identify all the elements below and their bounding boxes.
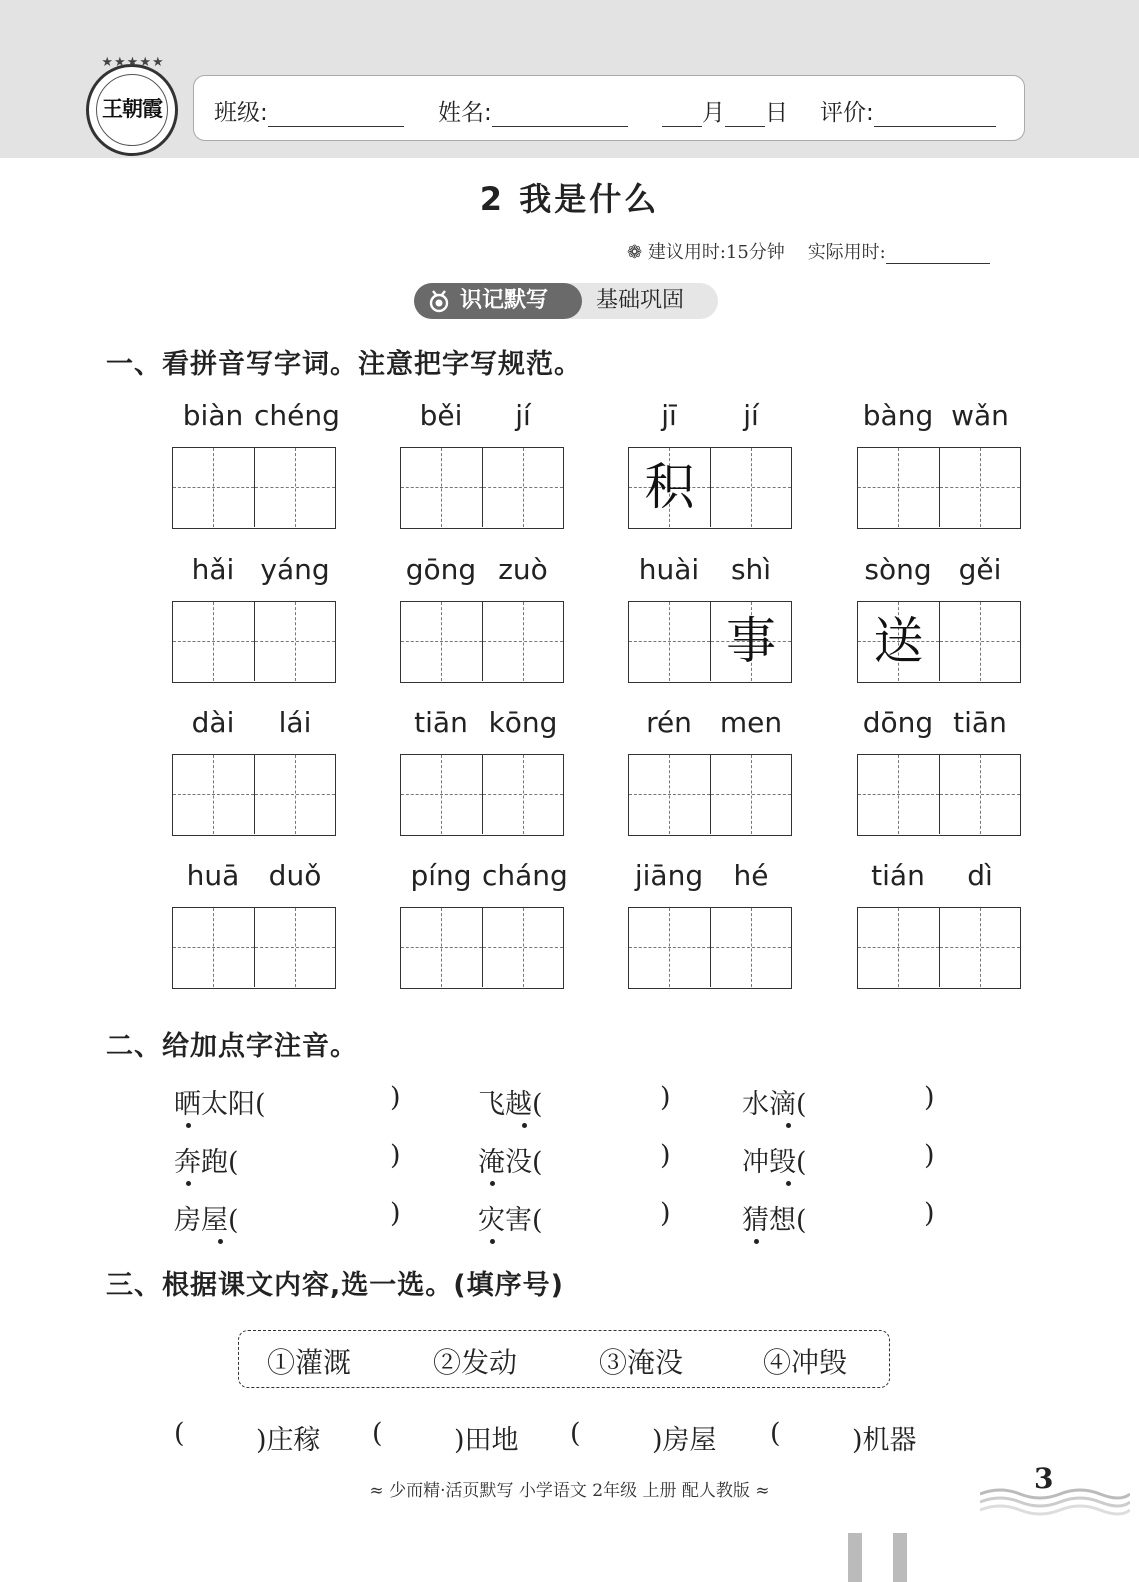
pinyin-label: gōng [405, 553, 477, 586]
filled-character [483, 602, 563, 681]
options-box [238, 1330, 890, 1388]
pinyin-label: jí [743, 399, 759, 432]
writing-cell[interactable] [254, 908, 335, 987]
pronunciation-item: 晒太阳( [174, 1089, 266, 1120]
name-field[interactable]: 姓名: [438, 94, 628, 127]
option-4: ④冲毁 [763, 1346, 848, 1379]
date-field[interactable]: 月 日 [662, 94, 788, 127]
section1-heading: 一、看拼音写字词。注意把字写规范。 [106, 349, 582, 380]
blank-word: )机器 [852, 1425, 917, 1456]
writing-cell[interactable] [858, 602, 939, 681]
pinyin-label: shì [730, 553, 772, 586]
pinyin-label: dì [967, 859, 993, 892]
filled-character [940, 448, 1020, 527]
filled-character [401, 755, 482, 834]
filled-character [940, 755, 1020, 834]
writing-grid [857, 907, 1021, 989]
class-field[interactable]: 班级: [214, 94, 404, 127]
writing-grid [400, 754, 564, 836]
pinyin-label: huài [638, 553, 700, 586]
filled-character [711, 448, 791, 527]
filled-character: 事 [726, 612, 776, 670]
blank-word: )田地 [454, 1425, 519, 1456]
writing-cell[interactable] [482, 755, 563, 834]
evaluation-field[interactable]: 评价: [820, 94, 996, 127]
logo-text: 王朝霞 [102, 96, 162, 121]
writing-cell[interactable] [401, 755, 482, 834]
writing-grid [400, 907, 564, 989]
writing-grid [857, 601, 1021, 683]
writing-grid [400, 447, 564, 529]
answer-blank[interactable]: ) [924, 1140, 935, 1171]
pinyin-label: men [719, 706, 783, 739]
answer-blank[interactable]: ) [924, 1198, 935, 1229]
filled-character [629, 908, 710, 987]
pinyin-label: píng [410, 859, 472, 892]
writing-grid [628, 447, 792, 529]
answer-blank[interactable]: ) [660, 1082, 671, 1113]
emphasis-dot-icon [786, 1123, 791, 1128]
writing-grid [628, 907, 792, 989]
writing-cell[interactable] [254, 602, 335, 681]
pinyin-label: gěi [958, 553, 1002, 586]
section2-heading: 二、给加点字注音。 [106, 1031, 358, 1062]
writing-cell[interactable] [710, 755, 791, 834]
writing-cell[interactable] [858, 908, 939, 987]
blank-word: )房屋 [652, 1425, 717, 1456]
writing-cell[interactable] [939, 602, 1020, 681]
medal-icon [426, 289, 452, 313]
filled-character [401, 602, 482, 681]
pronunciation-item: 水滴( [742, 1089, 807, 1120]
writing-cell[interactable] [629, 448, 710, 527]
writing-cell[interactable] [482, 602, 563, 681]
answer-blank[interactable]: ) [660, 1140, 671, 1171]
answer-blank[interactable]: ( [570, 1418, 581, 1449]
filled-character [858, 755, 939, 834]
filled-character [173, 755, 254, 834]
writing-grid [857, 754, 1021, 836]
publisher-logo [86, 55, 178, 156]
writing-cell[interactable] [710, 602, 791, 681]
emphasis-dot-icon [754, 1239, 759, 1244]
filled-character: 送 [873, 612, 924, 670]
filled-character [173, 602, 254, 681]
filled-character [173, 908, 254, 987]
writing-grid [172, 907, 336, 989]
writing-grid [400, 601, 564, 683]
pinyin-label: lái [278, 706, 312, 739]
filled-character [401, 908, 482, 987]
pinyin-label: bàng [862, 399, 934, 432]
pinyin-label: jiāng [634, 859, 704, 892]
option-2: ②发动 [433, 1346, 518, 1379]
writing-cell[interactable] [710, 908, 791, 987]
pinyin-label: yáng [260, 553, 330, 586]
answer-blank[interactable]: ( [174, 1418, 185, 1449]
filled-character [401, 448, 482, 527]
filled-character [711, 755, 791, 834]
pinyin-label: kōng [488, 706, 558, 739]
answer-blank[interactable]: ) [390, 1140, 401, 1171]
filled-character [255, 602, 335, 681]
blank-word: )庄稼 [256, 1425, 321, 1456]
option-1: ①灌溉 [267, 1346, 352, 1379]
emphasis-dot-icon [218, 1239, 223, 1244]
pinyin-label: sòng [864, 553, 932, 586]
pinyin-label: běi [419, 399, 463, 432]
section3-heading: 三、根据课文内容,选一选。(填序号) [106, 1270, 564, 1301]
emphasis-dot-icon [786, 1181, 791, 1186]
writing-cell[interactable] [858, 755, 939, 834]
writing-cell[interactable] [629, 908, 710, 987]
pinyin-label: hǎi [191, 553, 235, 586]
pinyin-label: dōng [862, 706, 934, 739]
writing-cell[interactable] [401, 602, 482, 681]
flower-icon: ❁ [627, 242, 643, 263]
answer-blank[interactable]: ) [390, 1082, 401, 1113]
pinyin-label: rén [646, 706, 692, 739]
filled-character [255, 755, 335, 834]
pronunciation-item: 奔跑( [174, 1147, 239, 1178]
writing-grid [172, 447, 336, 529]
writing-cell[interactable] [939, 755, 1020, 834]
writing-cell[interactable] [173, 755, 254, 834]
pinyin-label: chéng [254, 399, 340, 432]
filled-character: 积 [644, 458, 695, 516]
pinyin-label: dài [191, 706, 235, 739]
writing-cell[interactable] [629, 602, 710, 681]
writing-cell[interactable] [173, 908, 254, 987]
pinyin-label: tiān [953, 706, 1007, 739]
writing-grid [628, 601, 792, 683]
writing-cell[interactable] [173, 602, 254, 681]
student-info-box [193, 75, 1025, 141]
writing-cell[interactable] [482, 908, 563, 987]
filled-character [858, 448, 939, 527]
pinyin-label: jí [515, 399, 531, 432]
writing-cell[interactable] [401, 448, 482, 527]
pinyin-label: jī [661, 399, 677, 432]
pronunciation-item: 猜想( [742, 1205, 807, 1236]
pronunciation-item: 冲毁( [742, 1147, 807, 1178]
option-3: ③淹没 [599, 1346, 684, 1379]
filled-character [483, 755, 563, 834]
pronunciation-item: 房屋( [174, 1205, 239, 1236]
section-banner: 识记默写 基础巩固 [414, 283, 718, 319]
emphasis-dot-icon [522, 1123, 527, 1128]
filled-character [255, 448, 335, 527]
pinyin-label: huā [186, 859, 240, 892]
pinyin-label: cháng [482, 859, 568, 892]
emphasis-dot-icon [186, 1123, 191, 1128]
filled-character [483, 448, 563, 527]
filled-character [940, 908, 1020, 987]
filled-character [940, 602, 1020, 681]
filled-character [858, 908, 939, 987]
writing-cell[interactable] [858, 448, 939, 527]
answer-blank[interactable]: ( [372, 1418, 383, 1449]
writing-cell[interactable] [401, 908, 482, 987]
binding-mark [893, 1533, 907, 1582]
filled-character [173, 448, 254, 527]
filled-character [483, 908, 563, 987]
answer-blank[interactable]: ) [390, 1198, 401, 1229]
answer-blank[interactable]: ) [660, 1198, 671, 1229]
answer-blank[interactable]: ( [770, 1418, 781, 1449]
pinyin-label: duǒ [268, 859, 322, 892]
writing-grid [172, 601, 336, 683]
writing-cell[interactable] [939, 448, 1020, 527]
writing-cell[interactable] [173, 448, 254, 527]
actual-time-field[interactable] [886, 245, 990, 264]
page-title: 2 我是什么 [479, 180, 660, 218]
emphasis-dot-icon [490, 1181, 495, 1186]
writing-cell[interactable] [482, 448, 563, 527]
pinyin-label: wǎn [951, 399, 1009, 432]
pinyin-label: tiān [414, 706, 468, 739]
pinyin-label: hé [733, 859, 769, 892]
writing-grid [172, 754, 336, 836]
pronunciation-item: 灾害( [478, 1205, 543, 1236]
filled-character [711, 908, 791, 987]
writing-cell[interactable] [254, 755, 335, 834]
pinyin-label: biàn [182, 399, 244, 432]
filled-character [255, 908, 335, 987]
writing-cell[interactable] [939, 908, 1020, 987]
pinyin-label: zuò [498, 553, 548, 586]
binding-mark [848, 1533, 862, 1582]
page-number: 3 [1034, 1462, 1054, 1495]
pinyin-label: tián [871, 859, 925, 892]
writing-grid [628, 754, 792, 836]
time-info: ❁ 建议用时:15分钟 实际用时: [627, 238, 990, 264]
pronunciation-item: 飞越( [478, 1089, 543, 1120]
answer-blank[interactable]: ) [924, 1082, 935, 1113]
logo-stars-icon: ★★★★★ [101, 55, 165, 70]
writing-grid [857, 447, 1021, 529]
emphasis-dot-icon [186, 1181, 191, 1186]
filled-character [629, 602, 710, 681]
writing-cell[interactable] [629, 755, 710, 834]
wave-decoration-icon [980, 1486, 1130, 1516]
footer-text: ≈ 少而精·活页默写 小学语文 2年级 上册 配人教版 ≈ [369, 1481, 770, 1501]
filled-character [629, 755, 710, 834]
writing-cell[interactable] [254, 448, 335, 527]
pronunciation-item: 淹没( [478, 1147, 543, 1178]
writing-cell[interactable] [710, 448, 791, 527]
emphasis-dot-icon [490, 1239, 495, 1244]
